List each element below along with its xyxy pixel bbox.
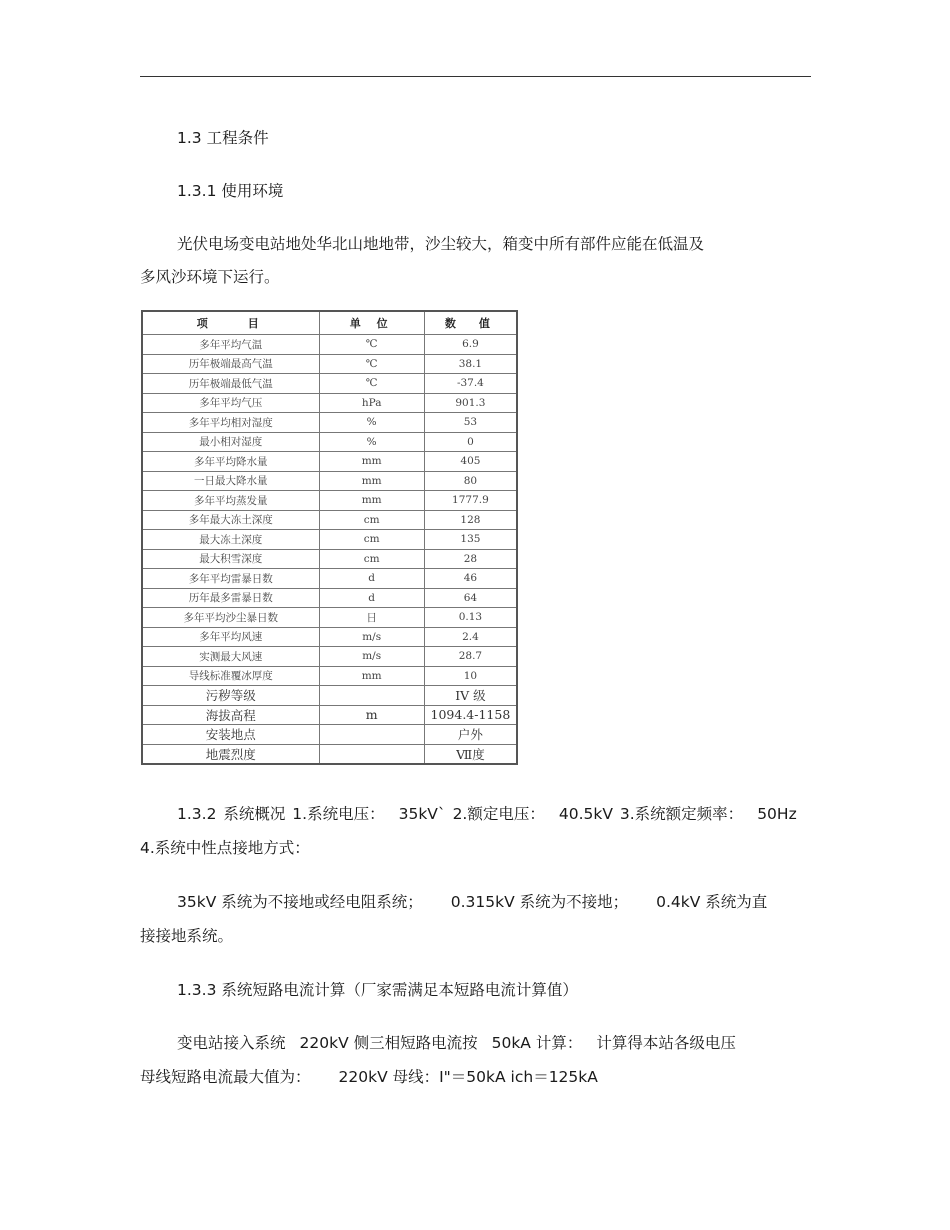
section-heading-1-3: 1.3 工程条件: [177, 129, 269, 147]
cell-item: 多年平均气温: [142, 335, 319, 355]
cell-unit: mm: [319, 666, 424, 686]
cell-item: 最小相对湿度: [142, 432, 319, 452]
cell-value: 户外: [424, 725, 517, 745]
cell-unit: m: [319, 705, 424, 725]
cell-value: 38.1: [424, 354, 517, 374]
cell-item: 最大积雪深度: [142, 549, 319, 569]
cell-value: 53: [424, 413, 517, 433]
environment-paragraph-line1: 光伏电场变电站地处华北山地地带，沙尘较大，箱变中所有部件应能在低温及: [177, 235, 705, 253]
header-unit: 单 位: [319, 311, 424, 335]
cell-item: 多年平均沙尘暴日数: [142, 608, 319, 628]
system-overview-part3: 40.5kV 3.系统额定频率：: [558, 805, 744, 823]
short-circuit-part5: 母线短路电流最大值为：: [140, 1068, 311, 1086]
grounding-part1: 35kV 系统为不接地或经电阻系统；: [177, 893, 423, 911]
cell-value: 1094.4-1158: [424, 705, 517, 725]
table-row: [142, 432, 517, 452]
table-row: [142, 413, 517, 433]
table-row: [142, 627, 517, 647]
cell-unit: d: [319, 569, 424, 589]
cell-unit: m/s: [319, 627, 424, 647]
short-circuit-line1: [177, 1033, 736, 1053]
cell-unit: 日: [319, 608, 424, 628]
short-circuit-part2: 220kV 侧三相短路电流按: [299, 1034, 478, 1052]
cell-unit: cm: [319, 549, 424, 569]
cell-value: 1777.9: [424, 491, 517, 511]
grounding-part2: 0.315kV 系统为不接地；: [450, 893, 629, 911]
environment-conditions-table: [141, 310, 518, 765]
table-row: [142, 549, 517, 569]
table-row: [142, 666, 517, 686]
cell-value: 46: [424, 569, 517, 589]
cell-value: 405: [424, 452, 517, 472]
cell-value: Ⅶ度: [424, 744, 517, 764]
cell-value: 64: [424, 588, 517, 608]
short-circuit-part3: 50kA 计算：: [491, 1034, 583, 1052]
cell-item: 实测最大风速: [142, 647, 319, 667]
cell-unit: mm: [319, 471, 424, 491]
cell-item: 多年平均气压: [142, 393, 319, 413]
cell-item: 安装地点: [142, 725, 319, 745]
grounding-line1: [177, 892, 767, 912]
short-circuit-line2: [140, 1067, 598, 1087]
table-row: [142, 647, 517, 667]
table-row: [142, 530, 517, 550]
cell-item: 历年最多雷暴日数: [142, 588, 319, 608]
cell-item: 多年平均风速: [142, 627, 319, 647]
table-row: [142, 335, 517, 355]
system-overview-line2: 4.系统中性点接地方式：: [140, 839, 310, 857]
cell-item: 多年平均相对湿度: [142, 413, 319, 433]
cell-value: 135: [424, 530, 517, 550]
cell-value: 901.3: [424, 393, 517, 413]
header-rule: [140, 76, 811, 77]
cell-value: 6.9: [424, 335, 517, 355]
cell-value: 28: [424, 549, 517, 569]
cell-item: 海拔高程: [142, 705, 319, 725]
cell-unit: %: [319, 413, 424, 433]
cell-value: 2.4: [424, 627, 517, 647]
table-row: [142, 510, 517, 530]
cell-unit: ℃: [319, 335, 424, 355]
short-circuit-part4: 计算得本站各级电压: [596, 1034, 736, 1052]
header-item: 项 目: [142, 311, 319, 335]
table-row: [142, 569, 517, 589]
cell-unit: ℃: [319, 354, 424, 374]
table-row: [142, 452, 517, 472]
table-row: [142, 744, 517, 764]
table-row: [142, 354, 517, 374]
cell-item: 多年平均降水量: [142, 452, 319, 472]
environment-paragraph-line2: 多风沙环境下运行。: [140, 268, 280, 286]
cell-unit: cm: [319, 530, 424, 550]
cell-value: IV 级: [424, 686, 517, 706]
system-overview-line1: [177, 804, 797, 824]
cell-value: 0.13: [424, 608, 517, 628]
cell-value: 10: [424, 666, 517, 686]
table-row: [142, 686, 517, 706]
cell-unit: [319, 686, 424, 706]
cell-value: 28.7: [424, 647, 517, 667]
cell-item: 多年最大冻土深度: [142, 510, 319, 530]
cell-item: 历年极端最高气温: [142, 354, 319, 374]
grounding-part3: 0.4kV 系统为直: [656, 893, 768, 911]
cell-unit: hPa: [319, 393, 424, 413]
grounding-line2: 接接地系统。: [140, 927, 234, 945]
cell-unit: mm: [319, 452, 424, 472]
cell-item: 多年平均蒸发量: [142, 491, 319, 511]
system-overview-part4: 50Hz: [757, 805, 797, 823]
table-row: [142, 588, 517, 608]
table-row: [142, 725, 517, 745]
cell-value: 128: [424, 510, 517, 530]
short-circuit-part1: 变电站接入系统: [177, 1034, 286, 1052]
header-value: 数 值: [424, 311, 517, 335]
cell-unit: [319, 744, 424, 764]
cell-item: 地震烈度: [142, 744, 319, 764]
cell-unit: [319, 725, 424, 745]
table-row: [142, 374, 517, 394]
cell-unit: d: [319, 588, 424, 608]
cell-item: 多年平均雷暴日数: [142, 569, 319, 589]
table-row: [142, 393, 517, 413]
cell-item: 历年极端最低气温: [142, 374, 319, 394]
cell-unit: m/s: [319, 647, 424, 667]
cell-value: 0: [424, 432, 517, 452]
cell-value: -37.4: [424, 374, 517, 394]
cell-unit: mm: [319, 491, 424, 511]
cell-item: 污秽等级: [142, 686, 319, 706]
cell-unit: %: [319, 432, 424, 452]
table-row: [142, 491, 517, 511]
system-overview-part1: 1.3.2 系统概况 1.系统电压：: [177, 805, 385, 823]
table-row: [142, 608, 517, 628]
table-row: [142, 471, 517, 491]
cell-item: 最大冻土深度: [142, 530, 319, 550]
table-row: [142, 705, 517, 725]
system-overview-part2: 35kV` 2.额定电压：: [398, 805, 545, 823]
section-heading-1-3-1: 1.3.1 使用环境: [177, 182, 284, 200]
short-circuit-part6: 220kV 母线：I"＝50kA ich＝125kA: [338, 1068, 598, 1086]
section-heading-1-3-3: 1.3.3 系统短路电流计算（厂家需满足本短路电流计算值）: [177, 981, 578, 999]
cell-value: 80: [424, 471, 517, 491]
cell-unit: cm: [319, 510, 424, 530]
cell-item: 一日最大降水量: [142, 471, 319, 491]
cell-item: 导线标准覆冰厚度: [142, 666, 319, 686]
cell-unit: ℃: [319, 374, 424, 394]
table-header-row: [142, 311, 517, 335]
